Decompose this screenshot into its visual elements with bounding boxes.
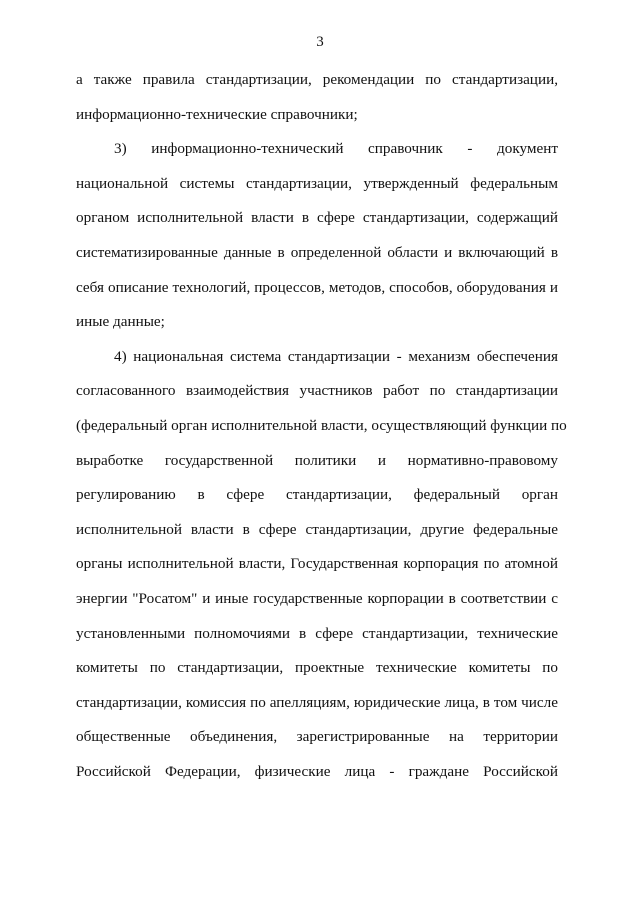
list-item-3-first-line: 3) информационно-технический справочник - документ (114, 140, 558, 158)
text-line: общественные объединения, зарегистрированные на территории (76, 728, 558, 746)
text-line: исполнительной власти в сфере стандартизации, другие федеральные (76, 520, 558, 538)
text-line: (федеральный орган исполнительной власти, осуществляющий функции по (76, 416, 567, 434)
text-line: энергии "Росатом" и иные государственные корпорации в соответствии с (76, 589, 558, 607)
text-line: выработке государственной политики и нормативно-правовому (76, 451, 558, 469)
page-number: 3 (316, 34, 324, 50)
text-line: регулированию в сфере стандартизации, федеральный орган (76, 486, 558, 504)
text-line: установленными полномочиями в сфере стандартизации, технические (76, 624, 558, 642)
document-body (76, 70, 567, 796)
text-line: себя описание технологий, процессов, методов, способов, оборудования и (76, 278, 558, 296)
text-line: органом исполнительной власти в сфере стандартизации, содержащий (76, 209, 558, 227)
text-line: согласованного взаимодействия участников работ по стандартизации (76, 382, 558, 400)
text-line: информационно-технические справочники; (76, 105, 358, 123)
text-line: органы исполнительной власти, Государственная корпорация по атомной (76, 555, 558, 573)
text-line: комитеты по стандартизации, проектные технические комитеты по (76, 659, 558, 677)
text-line: а также правила стандартизации, рекомендации по стандартизации, (76, 71, 558, 88)
list-item-4-first-line: 4) национальная система стандартизации - механизм обеспечения (114, 347, 558, 365)
text-line: национальной системы стандартизации, утвержденный федеральным (76, 174, 558, 192)
text-line: стандартизации, комиссия по апелляциям, юридические лица, в том числе (76, 693, 558, 711)
text-line: Российской Федерации, физические лица - граждане Российской (76, 762, 558, 780)
text-line: иные данные; (76, 313, 165, 331)
text-line: систематизированные данные в определенной области и включающий в (76, 243, 558, 261)
